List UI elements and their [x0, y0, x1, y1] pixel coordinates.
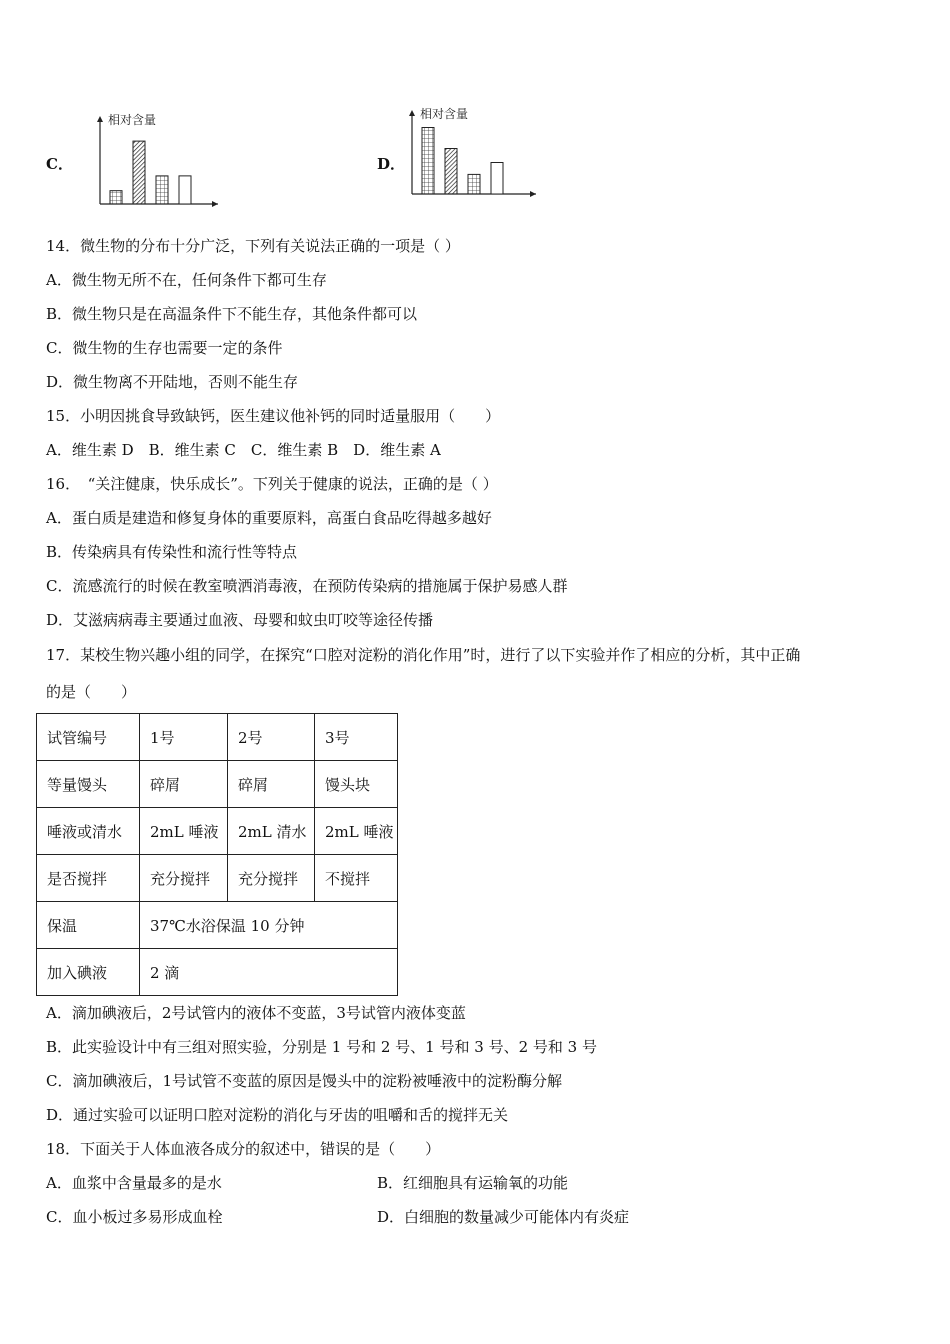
table-row [37, 808, 398, 855]
axis-title: 相对含量 [420, 107, 469, 121]
table-cell: 2 滴 [140, 949, 398, 996]
option-d-label: D． [377, 155, 406, 173]
q18-stem: 18．下面关于人体血液各成分的叙述中，错误的是（ ） [46, 1140, 441, 1158]
q16-option-c: C．流感流行的时候在教室喷洒消毒液，在预防传染病的措施属于保护易感人群 [46, 577, 568, 595]
table-cell: 充分搅拌 [228, 855, 315, 902]
q17-option-c: C．滴加碘液后，1号试管不变蓝的原因是馒头中的淀粉被唾液中的淀粉酶分解 [46, 1072, 563, 1090]
y-axis-arrow [97, 116, 103, 122]
option-d-chart [404, 106, 540, 202]
q17-option-b: B．此实验设计中有三组对照实验，分别是 1 号和 2 号、1 号和 3 号、2 号和 3 号 [46, 1038, 597, 1056]
q17-stem-line2: 的是（ ） [46, 683, 137, 701]
table-cell: 碎屑 [140, 761, 228, 808]
q17-stem-line1: 17．某校生物兴趣小组的同学，在探究“口腔对淀粉的消化作用”时，进行了以下实验并作了相应的分析，其中正确 [46, 646, 801, 664]
bar [468, 174, 480, 194]
option-d-chart-svg [404, 106, 540, 202]
q14-option-d: D．微生物离不开陆地，否则不能生存 [46, 373, 299, 391]
bar [133, 141, 145, 204]
table-cell: 2号 [228, 714, 315, 761]
q14-option-a: A．微生物无所不在，任何条件下都可生存 [46, 271, 327, 289]
table-cell: 碎屑 [228, 761, 315, 808]
q15-stem: 15．小明因挑食导致缺钙，医生建议他补钙的同时适量服用（ ） [46, 407, 501, 425]
q18-option-b: B．红细胞具有运输氧的功能 [377, 1174, 569, 1192]
table-cell: 保温 [37, 902, 140, 949]
q14-option-c: C．微生物的生存也需要一定的条件 [46, 339, 283, 357]
q18-option-d: D．白细胞的数量减少可能体内有炎症 [377, 1208, 630, 1226]
option-c-chart [92, 112, 222, 212]
q16-stem: 16． “关注健康，快乐成长”。下列关于健康的说法，正确的是（ ） [46, 475, 498, 493]
bar [491, 163, 503, 195]
y-axis-arrow [409, 110, 415, 116]
table-cell: 加入碘液 [37, 949, 140, 996]
bar [110, 191, 122, 204]
table-cell: 2mL 清水 [228, 808, 315, 855]
table-cell: 试管编号 [37, 714, 140, 761]
q16-option-a: A．蛋白质是建造和修复身体的重要原料，高蛋白食品吃得越多越好 [46, 509, 492, 527]
table-row [37, 949, 398, 996]
axis-title: 相对含量 [108, 113, 157, 127]
option-c-label: C． [46, 155, 73, 173]
bar [179, 176, 191, 204]
table-cell: 2mL 唾液 [315, 808, 398, 855]
table-cell: 馒头块 [315, 761, 398, 808]
table-cell: 37℃水浴保温 10 分钟 [140, 902, 398, 949]
table-cell: 唾液或清水 [37, 808, 140, 855]
bar [422, 128, 434, 195]
q16-option-d: D．艾滋病病毒主要通过血液、母婴和蚊虫叮咬等途径传播 [46, 611, 434, 629]
q18-option-c: C．血小板过多易形成血栓 [46, 1208, 223, 1226]
table-cell: 是否搅拌 [37, 855, 140, 902]
q14-stem: 14．微生物的分布十分广泛，下列有关说法正确的一项是（ ） [46, 237, 460, 255]
q15-options: A．维生素 D B．维生素 C C．维生素 B D．维生素 A [46, 441, 441, 459]
x-axis-arrow [212, 201, 218, 207]
q17-option-d: D．通过实验可以证明口腔对淀粉的消化与牙齿的咀嚼和舌的搅拌无关 [46, 1106, 509, 1124]
table-cell: 1号 [140, 714, 228, 761]
q17-experiment-table [36, 713, 398, 996]
bar [156, 176, 168, 204]
x-axis-arrow [530, 191, 536, 197]
q16-option-b: B．传染病具有传染性和流行性等特点 [46, 543, 298, 561]
table-row [37, 855, 398, 902]
table-cell: 3号 [315, 714, 398, 761]
table-cell: 充分搅拌 [140, 855, 228, 902]
table-cell: 不搅拌 [315, 855, 398, 902]
table-row [37, 761, 398, 808]
bar [445, 149, 457, 195]
table-row [37, 902, 398, 949]
q17-option-a: A．滴加碘液后，2号试管内的液体不变蓝，3号试管内液体变蓝 [46, 1004, 466, 1022]
q14-option-b: B．微生物只是在高温条件下不能生存，其他条件都可以 [46, 305, 418, 323]
table-row [37, 714, 398, 761]
table-cell: 2mL 唾液 [140, 808, 228, 855]
q18-option-a: A．血浆中含量最多的是水 [46, 1174, 222, 1192]
option-c-chart-svg [92, 112, 222, 212]
table-cell: 等量馒头 [37, 761, 140, 808]
